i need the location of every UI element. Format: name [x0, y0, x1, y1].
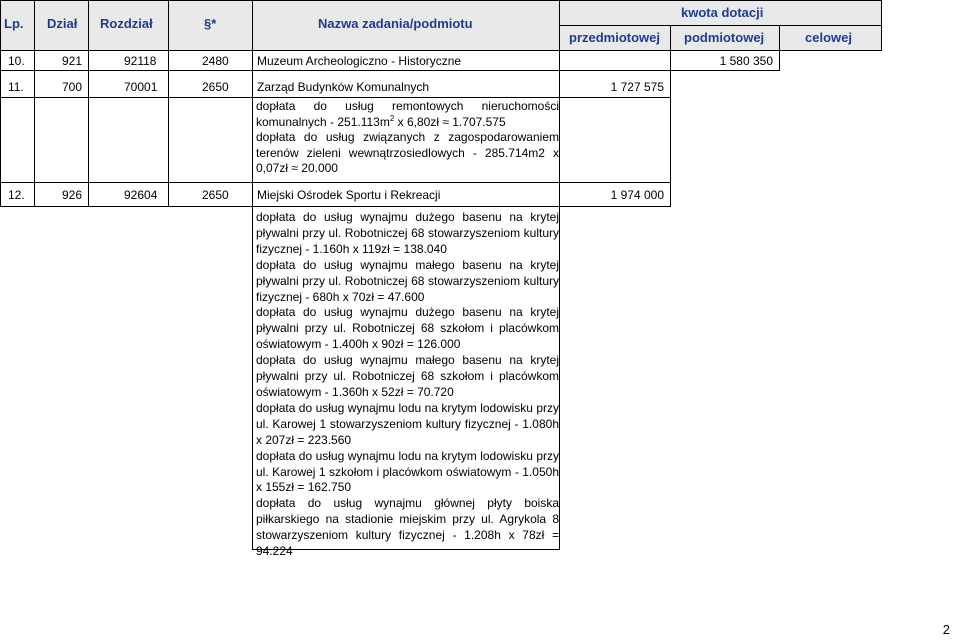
table-border-left — [0, 0, 1, 207]
detail-item: dopłata do usług wynajmu głównej płyty boiska piłkarskiego na stadionie miejskim przy ul. Agrykola 8 stowarzyszeniom kultury fizycznej - 1.208h x 78zł = 94.224 — [256, 496, 559, 559]
detail-item: dopłata do usług wynajmu dużego basenu na krytej pływalni przy ul. Robotniczej 68 stowarzyszeniom kultury fizycznej - 1.160h x 119zł = 138.040 — [256, 210, 559, 256]
row-10-bottom-border — [0, 70, 779, 71]
detail-item: dopłata do usług wynajmu małego basenu na krytej pływalni przy ul. Robotniczej 68 stowarzyszeniom kultury fizycznej - 680h x 70zł = 47.600 — [256, 257, 559, 304]
page-number: 2 — [942, 622, 950, 637]
detail-item: dopłata do usług wynajmu małego basenu na krytej pływalni przy ul. Robotniczej 68 szkołom i placówkom oświatowym - 1.360h x 52zł = 70.720 — [256, 353, 559, 399]
header-subdivider — [559, 25, 881, 26]
detail-item: dopłata do usług wynajmu lodu na krytym lodowisku przy ul. Karowej 1 stowarzyszeniom kultury fizycznej - 1.080h x 207zł = 223.560 — [256, 400, 559, 447]
detail-item: dopłata do usług wynajmu lodu na krytym lodowisku przy ul. Karowej 1 szkołom i placówkom oświatowym - 1.050h x 155zł = 162.750 — [256, 448, 559, 495]
row-12-paragraf: 2650 — [202, 188, 229, 202]
row-11-lp: 11. — [8, 80, 24, 94]
row-11-przedmiotowej: 1 727 575 — [610, 80, 664, 94]
header-paragraf: §* — [204, 16, 217, 31]
header-bottom-border — [0, 50, 882, 51]
table-border-right — [881, 0, 882, 51]
detail-item: dopłata do usług wynajmu dużego basenu na krytej pływalni przy ul. Robotniczej 68 szkołom i placówkom oświatowym - 1.400h x 90zł = 126.000 — [256, 305, 559, 352]
row-12-dzial: 926 — [62, 188, 83, 202]
table-border-top — [0, 0, 882, 1]
detail-item: dopłata do usług związanych z zagospodarowaniem terenów zieleni wewnątrzosiedlowych - 285.714m2 x 0,07zł ≈ 20.000 — [256, 130, 559, 176]
row-11-paragraf: 2650 — [202, 80, 229, 94]
col-przedmiotowej-divider — [670, 25, 671, 207]
detail-item — [256, 99, 559, 130]
header-nazwa: Nazwa zadania/podmiotu — [318, 16, 473, 31]
header-kwota-dotacji: kwota dotacji — [681, 5, 764, 20]
header-podmiotowej: podmiotowej — [684, 30, 765, 45]
col-dzial-divider — [88, 0, 89, 207]
row-12-details — [256, 210, 559, 560]
row-11-details — [256, 99, 559, 177]
row-10-podmiotowej: 1 580 350 — [719, 54, 773, 68]
header-dzial: Dział — [47, 16, 78, 31]
col-nazwa-divider — [559, 0, 560, 550]
header-celowej: celowej — [805, 30, 852, 45]
detail-text: x 6,80zł ≈ 1.707.575 — [394, 114, 506, 129]
row-11-nazwa: Zarząd Budynków Komunalnych — [257, 80, 430, 94]
row-11-dzial: 700 — [62, 80, 83, 94]
header-lp: Lp. — [4, 16, 24, 31]
row-12-rozdzial: 92604 — [124, 188, 158, 202]
col-paragraf-divider — [252, 0, 253, 550]
col-lp-divider — [34, 0, 35, 207]
detail-text: dopłata do usług remontowych nieruchomości komunalnych - 251.113m — [256, 99, 559, 129]
row-10-paragraf: 2480 — [202, 54, 229, 68]
col-rozdzial-divider — [168, 0, 169, 207]
row-11-rozdzial: 70001 — [124, 80, 158, 94]
col-podmiotowej-divider — [779, 25, 780, 71]
row-10-nazwa: Muzeum Archeologiczno - Historyczne — [257, 54, 462, 68]
row-10-dzial: 921 — [62, 54, 83, 68]
row-12-nazwa: Miejski Ośrodek Sportu i Rekreacji — [257, 188, 441, 202]
row-10-lp: 10. — [8, 54, 25, 68]
header-rozdzial: Rozdział — [100, 16, 153, 31]
row-12-lp: 12. — [8, 188, 25, 202]
row-12-przedmiotowej: 1 974 000 — [610, 188, 664, 202]
header-przedmiotowej: przedmiotowej — [569, 30, 661, 45]
row-12-bottom-border — [0, 206, 670, 207]
details-11-bottom-border — [252, 182, 559, 183]
detail-superscript: 2 — [389, 113, 395, 123]
row-10-rozdzial: 92118 — [124, 54, 157, 68]
row-11-bottom-border — [0, 97, 670, 98]
